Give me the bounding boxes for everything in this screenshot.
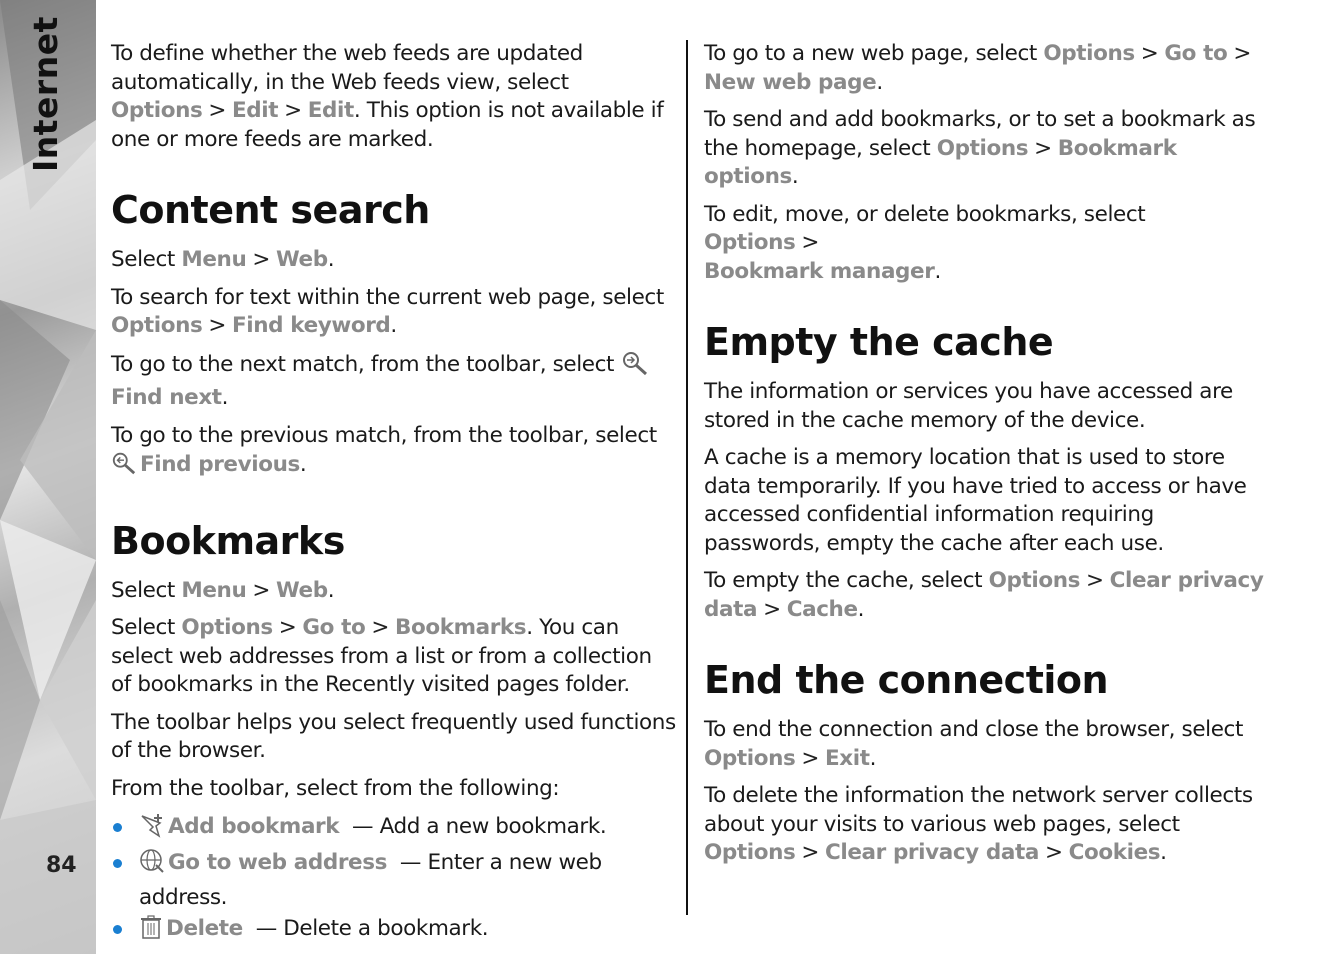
bullet	[113, 925, 122, 934]
column-divider	[686, 40, 688, 915]
connection-p1: To end the connection and close the browser, select Options > Exit.	[704, 717, 1243, 771]
bookmarks-p2: Select Options > Go to > Bookmarks. You can select web addresses from a list or from a collection of bookmarks in the Recently visited pages folder.	[111, 615, 652, 697]
content-search-p4: To go to the previous match, from the toolbar, select Find previous.	[111, 422, 676, 485]
bookmark-manager-paragraph: To edit, move, or delete bookmarks, select Options > Bookmark manager.	[704, 201, 1146, 284]
section-label: Internet	[26, 16, 65, 172]
content-search-p1: Select Menu > Web.	[111, 247, 335, 272]
bookmarks-heading: Bookmarks	[111, 518, 345, 563]
connection-p2: To delete the information the network server collects about your visits to various web pages, select Options > Clear privacy data > Cookies.	[704, 783, 1253, 865]
cache-p2: A cache is a memory location that is used to store data temporarily. If you have tried to access or have accessed confidential information requiring passwords, empty the cache after each use.	[704, 445, 1247, 556]
bullet	[113, 859, 122, 868]
sidebar-decoration	[0, 0, 96, 954]
list-item: Delete — Delete a bookmark.	[111, 914, 676, 950]
trash-icon	[139, 914, 163, 950]
content-search-heading: Content search	[111, 188, 430, 232]
end-connection-heading: End the connection	[704, 658, 1109, 702]
content-search-p3: To go to the next match, from the toolbar, select Find next.	[111, 350, 676, 413]
new-web-page-paragraph: To go to a new web page, select Options > Go to > New web page.	[704, 41, 1251, 95]
add-bookmark-icon	[139, 812, 165, 848]
list-item: Go to web address — Enter a new web address.	[111, 848, 676, 914]
cache-p1: The information or services you have accessed are stored in the cache memory of the device.	[704, 379, 1233, 433]
bookmarks-p3: The toolbar helps you select frequently used functions of the browser.	[111, 709, 676, 763]
find-previous-icon	[111, 450, 137, 485]
content-search-p2: To search for text within the current web page, select Options > Find keyword.	[111, 284, 664, 338]
find-next-icon	[621, 350, 649, 385]
intro-paragraph: To define whether the web feeds are updated automatically, in the Web feeds view, select Options > Edit > Edit. This option is not available if one or more feeds are marked.	[111, 41, 664, 152]
page-number: 84	[46, 853, 77, 878]
globe-icon	[139, 848, 165, 884]
bookmarks-p1: Select Menu > Web.	[111, 577, 335, 603]
toolbar-functions-list	[111, 812, 676, 949]
bookmarks-p4: From the toolbar, select from the following:	[111, 775, 560, 801]
empty-cache-heading: Empty the cache	[704, 320, 1054, 364]
cache-p3: To empty the cache, select Options > Clear privacy data > Cache.	[704, 568, 1264, 622]
bookmark-options-paragraph: To send and add bookmarks, or to set a bookmark as the homepage, select Options > Bookmark options.	[704, 107, 1256, 189]
right-column	[704, 40, 1272, 877]
list-item: Add bookmark — Add a new bookmark.	[111, 812, 676, 848]
bullet	[113, 823, 122, 832]
left-column	[111, 40, 676, 949]
